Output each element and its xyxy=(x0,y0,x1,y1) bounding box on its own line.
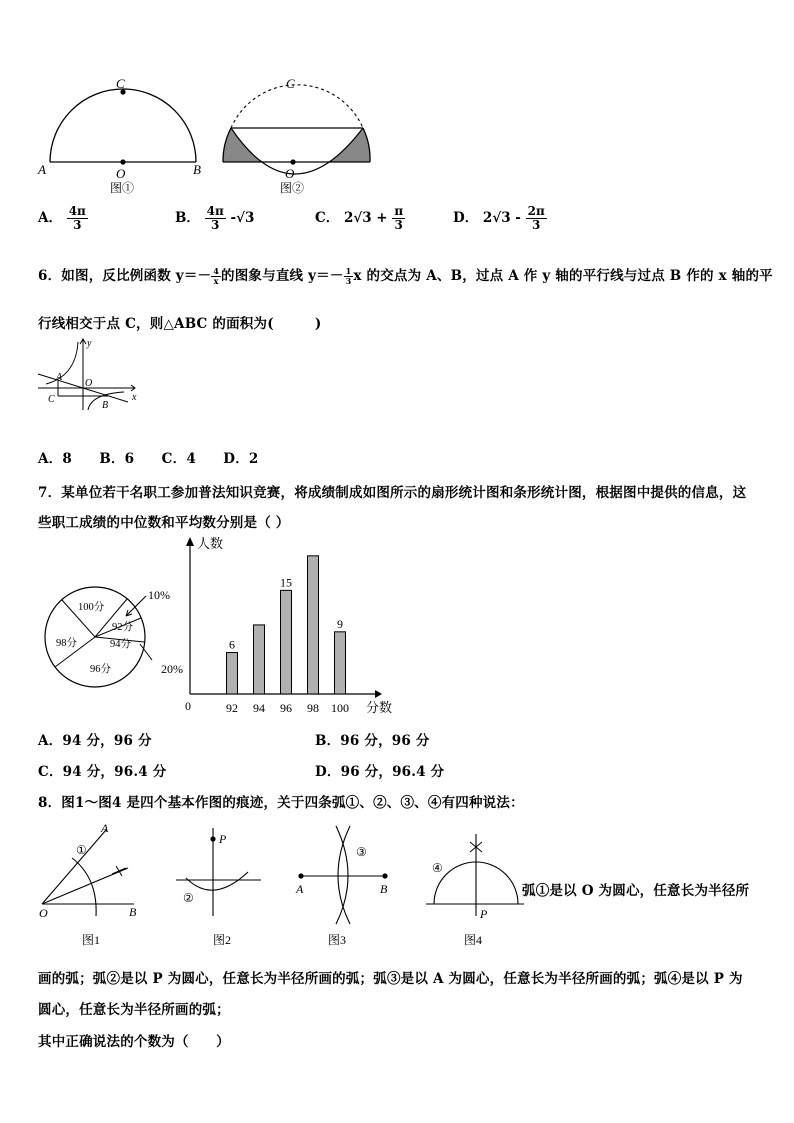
figure-label: 图2 xyxy=(213,933,232,947)
point-c-label: C xyxy=(116,76,125,91)
q7-option-d[interactable]: D．96 分，96.4 分 xyxy=(315,764,445,780)
q7-option-a[interactable]: A．94 分，96 分 xyxy=(38,733,152,749)
q7-question-line1: 7．某单位若干名职工参加普法知识竞赛，将成绩制成如图所示的扇形统计图和条形统计图，根据图中提供的信息，这 xyxy=(38,485,747,501)
q7-question-line2: 些职工成绩的中位数和平均数分别是（ ） xyxy=(38,515,290,531)
q8-question-line3: 圆心，任意长为半径所画的弧； xyxy=(38,1002,230,1018)
figure-label: 图3 xyxy=(328,933,347,947)
q5-option-b[interactable]: B． $\frac{4\pi}{3}$ -√3 xyxy=(175,204,255,232)
figure-label: 图1 xyxy=(82,933,101,947)
data-label-100: 9 xyxy=(337,616,343,631)
bar-94 xyxy=(254,625,265,694)
q5-figure-1 xyxy=(30,70,220,195)
point-o-label: O xyxy=(116,166,126,181)
x-tick-92: 92 xyxy=(226,701,238,715)
data-label-96: 15 xyxy=(280,575,292,590)
q5-option-d[interactable]: D． 2√3 - $\frac{2\pi}{3}$ xyxy=(453,204,545,232)
q6-question-line2: 行线相交于点 C，则△ABC 的面积为( ) xyxy=(38,316,322,332)
y-axis-label: 人数 xyxy=(197,536,224,551)
bar-92 xyxy=(227,653,238,694)
point-a-label: A xyxy=(101,821,109,835)
q5-option-a[interactable]: A． $\frac{4\pi}{3}$ xyxy=(38,204,86,232)
q7-option-c[interactable]: C．94 分，96.4 分 xyxy=(38,764,167,780)
pie-label-94: 94分 xyxy=(110,639,131,650)
x-tick-100: 100 xyxy=(331,701,349,715)
arc-label: ③ xyxy=(356,845,367,859)
pie-label-100: 100分 xyxy=(78,602,105,613)
q7-pie-chart xyxy=(40,584,200,696)
q5-option-c[interactable]: C． 2√3 + $\frac{\pi}{3}$ xyxy=(315,204,404,232)
x-axis-label: 分数 xyxy=(366,700,393,715)
q7-option-b[interactable]: B．96 分，96 分 xyxy=(315,733,430,749)
x-tick-96: 96 xyxy=(280,701,292,715)
point-o-label: O xyxy=(285,166,295,181)
point-b-label: B xyxy=(380,882,388,896)
q6-question-line1: 6．如图，反比例函数 y＝－ $\frac{4}{x}$ 的图象与直线 y＝－ $\frac{1}{3}$ x 的交点为 A、B，过点 A 作 y 轴的平行线与过点 B 作的 x 轴的平 xyxy=(38,266,773,286)
x-tick-98: 98 xyxy=(307,701,319,715)
point-a-label: A xyxy=(38,162,46,177)
q8-question-line4: 其中正确说法的个数为（ ） xyxy=(38,1034,230,1050)
x-tick-94: 94 xyxy=(253,701,265,715)
point-o-label: O xyxy=(39,906,48,920)
arc-label: ④ xyxy=(432,861,443,875)
q7-bar-chart xyxy=(180,532,405,717)
axis-x-label: x xyxy=(132,392,137,403)
point-o-label: O xyxy=(85,378,93,389)
arc-label: ② xyxy=(183,891,194,905)
origin-label: 0 xyxy=(185,699,191,713)
q8-side-text: 弧①是以 O 为圆心，任意长为半径所 xyxy=(522,883,750,899)
pie-percent-20: 20% xyxy=(161,662,183,676)
pie-label-92: 92分 xyxy=(112,622,133,633)
axis-y-label: y xyxy=(87,338,92,349)
pie-label-98: 98分 xyxy=(56,638,77,649)
bar-96 xyxy=(281,590,292,694)
figure-label: 图4 xyxy=(464,933,483,947)
q8-figure-2 xyxy=(166,820,271,948)
point-p-label: P xyxy=(480,907,488,921)
point-a-label: A xyxy=(296,882,304,896)
point-c-label: C xyxy=(48,394,55,405)
q8-question-line1: 8．图1～图4 是四个基本作图的痕迹，关于四条弧①、②、③、④有四种说法： xyxy=(38,795,524,811)
q8-figure-1 xyxy=(36,820,146,948)
q8-figure-4 xyxy=(420,820,530,948)
bar-98 xyxy=(308,556,319,694)
q6-options[interactable]: A．8 B．6 C．4 D．2 xyxy=(38,451,259,467)
q5-figure-2 xyxy=(215,70,380,195)
point-a-label: A xyxy=(56,372,63,383)
point-p-label: P xyxy=(219,832,227,846)
point-b-label: B xyxy=(102,400,109,411)
pie-label-96: 96分 xyxy=(90,664,111,675)
point-c-label: C xyxy=(286,76,295,91)
pie-percent-10: 10% xyxy=(148,588,170,602)
figure-label: 图① xyxy=(110,181,135,195)
point-b-label: B xyxy=(193,162,201,177)
q8-figure-3 xyxy=(290,820,395,948)
figure-label: 图② xyxy=(280,181,305,195)
point-b-label: B xyxy=(129,905,137,919)
q8-question-line2: 画的弧；弧②是以 P 为圆心，任意长为半径所画的弧；弧③是以 A 为圆心，任意长为半径所画的弧；弧④是以 P 为 xyxy=(38,971,743,987)
data-label-92: 6 xyxy=(229,637,235,652)
arc-label: ① xyxy=(76,843,87,857)
q6-graph xyxy=(36,336,141,414)
bar-100 xyxy=(335,632,346,694)
